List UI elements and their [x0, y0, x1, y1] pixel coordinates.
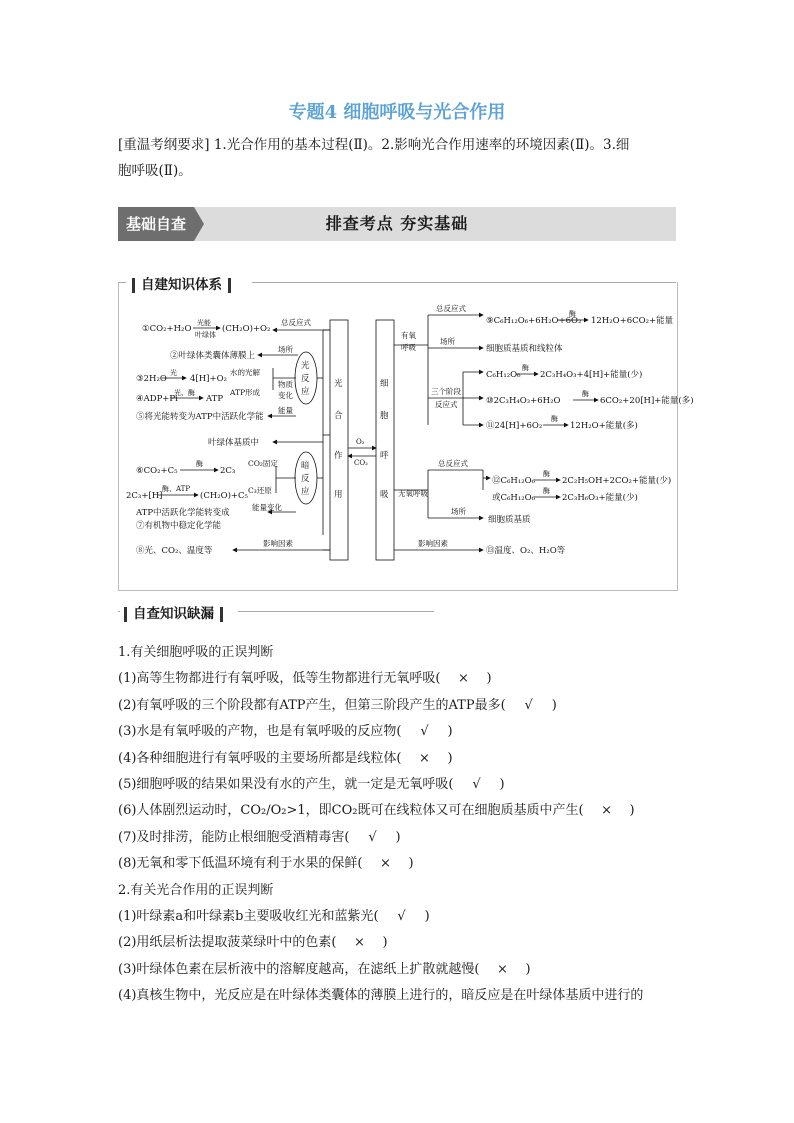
list-item-text: (6)人体剧烈运动时，CO₂/O₂>1，即CO₂既可在线粒体又可在细胞质基质中产生(	[118, 803, 584, 819]
energy-change: 能量变化	[252, 503, 282, 512]
r12b-top: 酶	[543, 487, 550, 495]
judgement-mark: √	[472, 776, 481, 792]
judgement-mark: √	[420, 724, 429, 740]
r7a-right: (CH₂O)+C₅	[200, 491, 248, 501]
r10-right: 6CO₂+20[H]+能量(多)	[600, 396, 694, 406]
heading-photosynthesis: 2.有关光合作用的正误判断	[118, 882, 274, 898]
section-heading-knowledge-gaps	[118, 602, 229, 622]
r12: ⑫C₆H₁₂O₆	[492, 476, 536, 486]
r3-right: 4[H]+O₂	[190, 374, 227, 384]
r5: ⑤将光能转变为ATP中活跃化学能	[136, 412, 264, 422]
eq1-top: 光能	[197, 319, 211, 327]
list-item-close: )	[499, 776, 505, 792]
judgement-list	[118, 640, 683, 1009]
three-stages: 三个阶段	[431, 387, 461, 396]
factor-right: 影响因素	[418, 539, 448, 548]
c3-reduction: C₃还原	[248, 486, 272, 495]
r4-right: ATP	[206, 394, 224, 404]
list-item	[118, 930, 683, 956]
photo-col-4: 用	[334, 490, 343, 500]
light-rx-3: 应	[301, 387, 310, 397]
r12-right: 2C₂H₅OH+2CO₂+能量(少)	[562, 476, 672, 486]
judgement-mark: √	[524, 697, 533, 713]
matter-label: 物质	[278, 380, 293, 389]
judgement-mark: ×	[354, 935, 365, 951]
banner-text: 排查考点 夯实基础	[325, 214, 469, 233]
r12b: 或C₆H₁₂O₆	[492, 493, 536, 503]
r3-top: 光	[170, 369, 177, 377]
eq1-bottom: 叶绿体	[195, 331, 216, 339]
r4: ④ADP+Pi	[136, 394, 178, 404]
r7a-top: 酶、ATP	[162, 485, 191, 493]
requirements	[118, 132, 678, 184]
dark-rx-3: 应	[301, 487, 310, 497]
respiration-column	[376, 320, 394, 560]
judgement-mark: √	[368, 829, 377, 845]
photo-col-3: 作	[334, 451, 343, 461]
list-item-text: (5)细胞呼吸的结果如果没有水的产生，就一定是无氧呼吸(	[118, 776, 454, 792]
r10: ⑩2C₃H₄O₃+6H₂O	[486, 396, 561, 406]
site-right-2: 场所	[451, 507, 466, 516]
list-item	[118, 746, 683, 772]
r12b-right: 2C₃H₆O₃+能量(少)	[562, 493, 638, 503]
factor-left: 影响因素	[263, 539, 293, 548]
site-right-2-val: 细胞质基质	[488, 515, 531, 525]
energy-label: 能量	[278, 406, 293, 415]
list-item-close: )	[424, 908, 430, 924]
list-item-close: )	[629, 803, 635, 819]
list-item	[118, 693, 683, 719]
dark-rx-1: 暗	[301, 461, 310, 471]
water-photolysis: 水的光解	[230, 368, 260, 377]
three-stages-2: 反应式	[435, 400, 458, 409]
judgement-mark: ×	[601, 803, 612, 819]
total-right-2: 总反应式	[438, 459, 468, 468]
list-item-text: (7)及时排涝，能防止根细胞受酒精毒害(	[118, 829, 350, 845]
anaerobic: 无氧呼吸	[398, 489, 428, 498]
stage1-top: 酶	[522, 364, 529, 372]
list-item	[118, 719, 683, 745]
list-item-text: (3)叶绿体色素在层析液中的溶解度越高，在滤纸上扩散就越慢(	[118, 961, 480, 977]
r7a: 2C₃+[H]	[126, 491, 163, 501]
section-banner	[118, 207, 676, 241]
r3: ③2H₂O	[136, 374, 167, 384]
resp-col-4: 吸	[380, 490, 389, 500]
r11-right: 12H₂O+能量(多)	[570, 421, 638, 431]
r9-right: 12H₂O+6CO₂+能量	[591, 316, 674, 326]
change-label: 变化	[278, 391, 293, 400]
total-right: 总反应式	[436, 304, 466, 313]
r11-top: 酶	[551, 415, 558, 423]
o2-label: O₂	[356, 438, 365, 446]
photo-col-1: 光	[334, 379, 343, 389]
list-item-text: (4)真核生物中，光反应是在叶绿体类囊体的薄膜上进行的，暗反应是在叶绿体基质中进行的	[118, 988, 644, 1004]
stage1: C₆H₁₂O₆	[486, 370, 521, 380]
judgement-mark: ×	[497, 961, 508, 977]
resp-col-3: 呼	[380, 451, 389, 461]
requirements-label: [重温考纲要求]	[118, 137, 210, 153]
list-item-text: (3)水是有氧呼吸的产物，也是有氧呼吸的反应物(	[118, 724, 402, 740]
aerobic-2: 呼吸	[401, 343, 416, 352]
light-rx-1: 光	[301, 361, 310, 371]
list-item-text: (1)高等生物都进行有氧呼吸，低等生物都进行无氧呼吸(	[118, 671, 441, 687]
list-item-close: )	[486, 671, 492, 687]
list-item	[118, 666, 683, 692]
r13: ⑬温度、O₂、H₂O等	[486, 546, 566, 556]
site-right: 场所	[440, 337, 455, 346]
requirements-line2: 胞呼吸(Ⅱ)。	[118, 163, 192, 179]
r9-top: 酶	[569, 310, 576, 318]
r8: ⑧光、CO₂、温度等	[136, 546, 213, 556]
r9: ⑨C₆H₁₂O₆+6H₂O+6O₂	[486, 316, 582, 326]
r4-top: 光、酶	[174, 389, 195, 397]
heading-respiration: 1.有关细胞呼吸的正误判断	[118, 645, 274, 660]
r7b: ATP中活跃化学能转变成	[136, 508, 230, 518]
resp-col-1: 细	[380, 379, 389, 389]
stage1-right: 2C₃H₄O₃+4[H]+能量(少)	[540, 370, 643, 380]
judgement-mark: ×	[458, 671, 469, 687]
r12-top: 酶	[543, 470, 550, 478]
knowledge-diagram	[118, 290, 694, 580]
r6-right: 2C₃	[220, 466, 236, 476]
list-item	[118, 957, 683, 983]
dark-rx-2: 反	[301, 474, 310, 484]
co2-fixation: CO₂固定	[248, 459, 278, 468]
list-item	[118, 825, 683, 851]
banner-tag: 基础自查	[118, 207, 194, 241]
list-item-close: )	[447, 724, 453, 740]
list-item	[118, 772, 683, 798]
list-item-text: (8)无氧和零下低温环境有利于水果的保鲜(	[118, 856, 363, 872]
eq1: ①CO₂+H₂O	[142, 324, 192, 334]
photosynthesis-column	[330, 320, 348, 560]
co2-label: CO₂	[354, 459, 368, 467]
requirements-line1: 1.光合作用的基本过程(Ⅱ)。2.影响光合作用速率的环境因素(Ⅱ)。3.细	[209, 137, 630, 153]
eq1-right: (CH₂O)+O₂	[222, 324, 271, 334]
section2-label: 自查知识缺漏	[133, 606, 214, 622]
list-item-text: (4)各种细胞进行有氧呼吸的主要场所都是线粒体(	[118, 750, 402, 766]
resp-col-2: 胞	[380, 411, 389, 421]
judgement-mark: ×	[419, 750, 430, 766]
list-item	[118, 904, 683, 930]
r6: ⑥CO₂+C₅	[136, 466, 178, 476]
list-item-close: )	[447, 750, 453, 766]
list-item	[118, 983, 683, 1009]
aerobic-1: 有氧	[401, 331, 416, 340]
list-item-close: )	[551, 697, 557, 713]
atp-formation: ATP形成	[230, 388, 261, 397]
list-item-close: )	[395, 829, 401, 845]
section1-label: 自建知识体系	[141, 277, 222, 293]
list-item-text: (1)叶绿素a和叶绿素b主要吸收红光和蓝紫光(	[118, 908, 379, 924]
r10-top: 酶	[582, 390, 589, 398]
r7c: ⑦有机物中稳定化学能	[136, 521, 222, 531]
total-label-left: 总反应式	[281, 318, 311, 327]
list-item-text: (2)用纸层析法提取菠菜绿叶中的色素(	[118, 935, 337, 951]
site-right-val: 细胞质基质和线粒体	[486, 344, 563, 354]
list-item	[118, 851, 683, 877]
r6-top: 酶	[196, 460, 203, 468]
list-item	[118, 798, 683, 824]
judgement-mark: √	[397, 908, 406, 924]
list-item-close: )	[525, 961, 531, 977]
list-item-close: )	[408, 856, 414, 872]
r11: ⑪24[H]+6O₂	[486, 421, 543, 431]
site-label-left: 场所	[278, 345, 293, 354]
light-rx-2: 反	[301, 374, 310, 384]
photo-col-2: 合	[334, 411, 343, 421]
site-left: ②叶绿体类囊体薄膜上	[170, 351, 256, 361]
page-title: 专题4 细胞呼吸与光合作用	[288, 102, 506, 123]
list-item-text: (2)有氧呼吸的三个阶段都有ATP产生，但第三阶段产生的ATP最多(	[118, 697, 506, 713]
judgement-mark: ×	[380, 856, 391, 872]
stroma: 叶绿体基质中	[208, 438, 260, 448]
list-item-close: )	[382, 935, 388, 951]
